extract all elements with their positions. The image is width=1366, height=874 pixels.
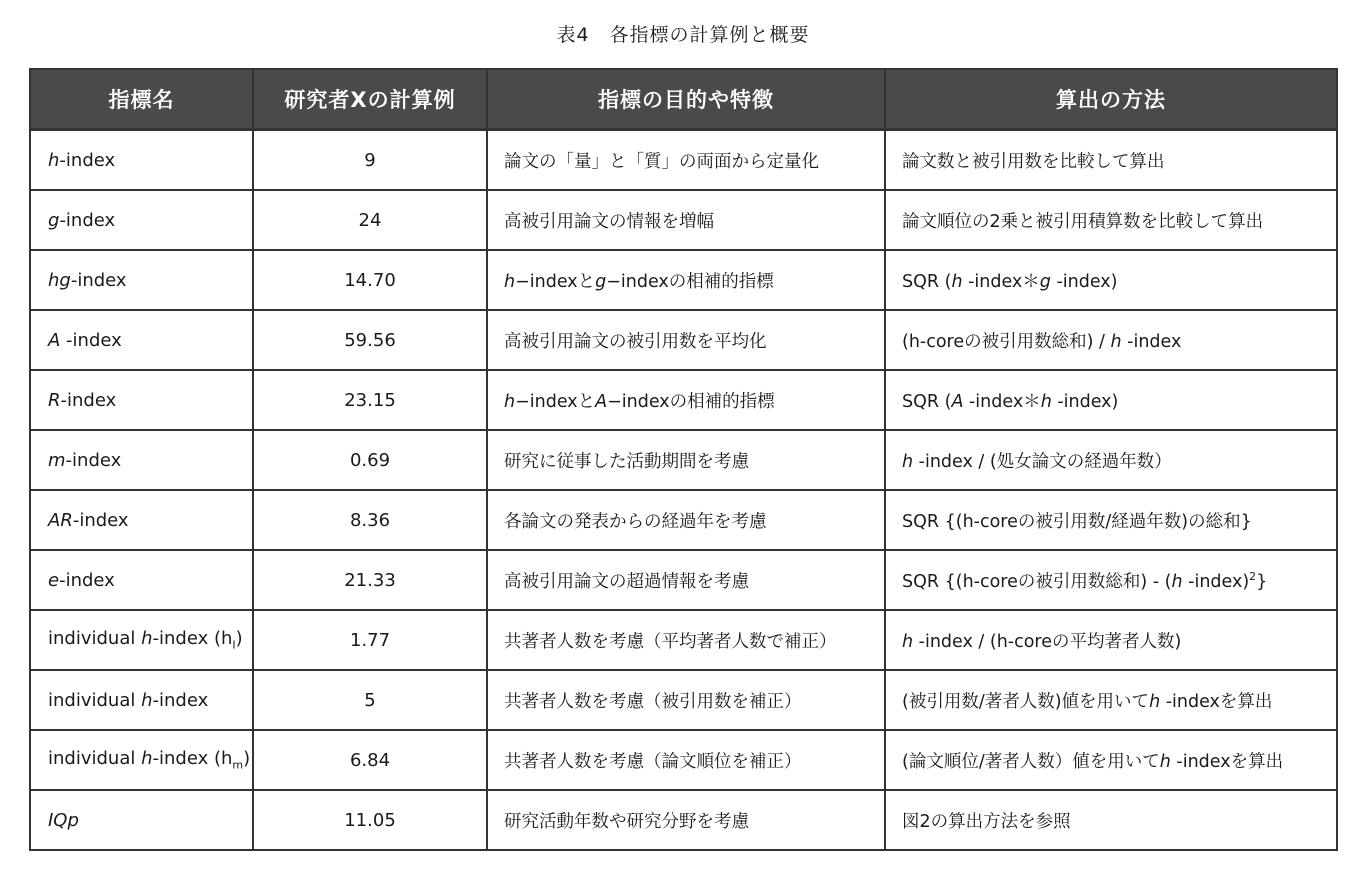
purpose-cell: 研究に従事した活動期間を考慮 (487, 430, 885, 490)
indicator-name: e-index (30, 550, 253, 610)
table-row (30, 790, 1337, 850)
indicator-name: individual h-index (30, 670, 253, 730)
table-row (30, 370, 1337, 430)
indicator-name: h-index (30, 130, 253, 191)
indicator-name: hg-index (30, 250, 253, 310)
table-row (30, 310, 1337, 370)
method-cell: SQR {(h-coreの被引用数/経過年数)の総和} (885, 490, 1337, 550)
method-cell: h -index / (処女論文の経過年数） (885, 430, 1337, 490)
header-row (30, 69, 1337, 130)
indicator-name: R-index (30, 370, 253, 430)
example-value: 21.33 (253, 550, 487, 610)
indicator-name: individual h-index $(h_m)$ (30, 730, 253, 790)
indicator-name: A -index (30, 310, 253, 370)
method-cell: h -index / (h-coreの平均著者人数) (885, 610, 1337, 670)
method-cell: SQR (h -index＊g -index) (885, 250, 1337, 310)
table-row (30, 550, 1337, 610)
example-value: 23.15 (253, 370, 487, 430)
purpose-cell: 各論文の発表からの経過年を考慮 (487, 490, 885, 550)
purpose-cell: 共著者人数を考慮（平均著者人数で補正） (487, 610, 885, 670)
purpose-cell: 高被引用論文の情報を増幅 (487, 190, 885, 250)
purpose-cell: h−indexとg−indexの相補的指標 (487, 250, 885, 310)
purpose-cell: h−indexとA−indexの相補的指標 (487, 370, 885, 430)
method-cell: (被引用数/著者人数)値を用いてh -indexを算出 (885, 670, 1337, 730)
purpose-cell: 高被引用論文の超過情報を考慮 (487, 550, 885, 610)
header-example-value: 研究者Xの計算例 (253, 69, 487, 130)
purpose-cell: 共著者人数を考慮（論文順位を補正） (487, 730, 885, 790)
table-row (30, 130, 1337, 191)
method-cell: (論文順位/著者人数）値を用いてh -indexを算出 (885, 730, 1337, 790)
indicator-name: AR-index (30, 490, 253, 550)
purpose-cell: 高被引用論文の被引用数を平均化 (487, 310, 885, 370)
indicator-name: m-index (30, 430, 253, 490)
table-caption: 表4 各指標の計算例と概要 (556, 24, 810, 46)
table-row (30, 490, 1337, 550)
table-row (30, 670, 1337, 730)
method-cell: 論文順位の2乗と被引用積算数を比較して算出 (885, 190, 1337, 250)
example-value: 1.77 (253, 610, 487, 670)
header-method: 算出の方法 (885, 69, 1337, 130)
example-value: 0.69 (253, 430, 487, 490)
indicator-name: individual h-index $(h_I)$ (30, 610, 253, 670)
table-row (30, 430, 1337, 490)
indicator-name: IQp (30, 790, 253, 850)
table-row (30, 730, 1337, 790)
table-row (30, 610, 1337, 670)
table-row (30, 190, 1337, 250)
method-cell: 論文数と被引用数を比較して算出 (885, 130, 1337, 191)
purpose-cell: 論文の「量」と「質」の両面から定量化 (487, 130, 885, 191)
purpose-cell: 研究活動年数や研究分野を考慮 (487, 790, 885, 850)
method-cell: 図2の算出方法を参照 (885, 790, 1337, 850)
table-row (30, 250, 1337, 310)
header-indicator-name: 指標名 (30, 69, 253, 130)
example-value: 6.84 (253, 730, 487, 790)
indicator-table (29, 68, 1338, 851)
method-cell: SQR {(h-coreの被引用数総和) - (h -index)$^2$} (885, 550, 1337, 610)
purpose-cell: 共著者人数を考慮（被引用数を補正） (487, 670, 885, 730)
method-cell: (h-coreの被引用数総和) / h -index (885, 310, 1337, 370)
example-value: 59.56 (253, 310, 487, 370)
method-cell: SQR (A -index＊h -index) (885, 370, 1337, 430)
example-value: 14.70 (253, 250, 487, 310)
example-value: 9 (253, 130, 487, 191)
example-value: 11.05 (253, 790, 487, 850)
example-value: 5 (253, 670, 487, 730)
indicator-name: g-index (30, 190, 253, 250)
example-value: 8.36 (253, 490, 487, 550)
example-value: 24 (253, 190, 487, 250)
header-purpose: 指標の目的や特徴 (487, 69, 885, 130)
